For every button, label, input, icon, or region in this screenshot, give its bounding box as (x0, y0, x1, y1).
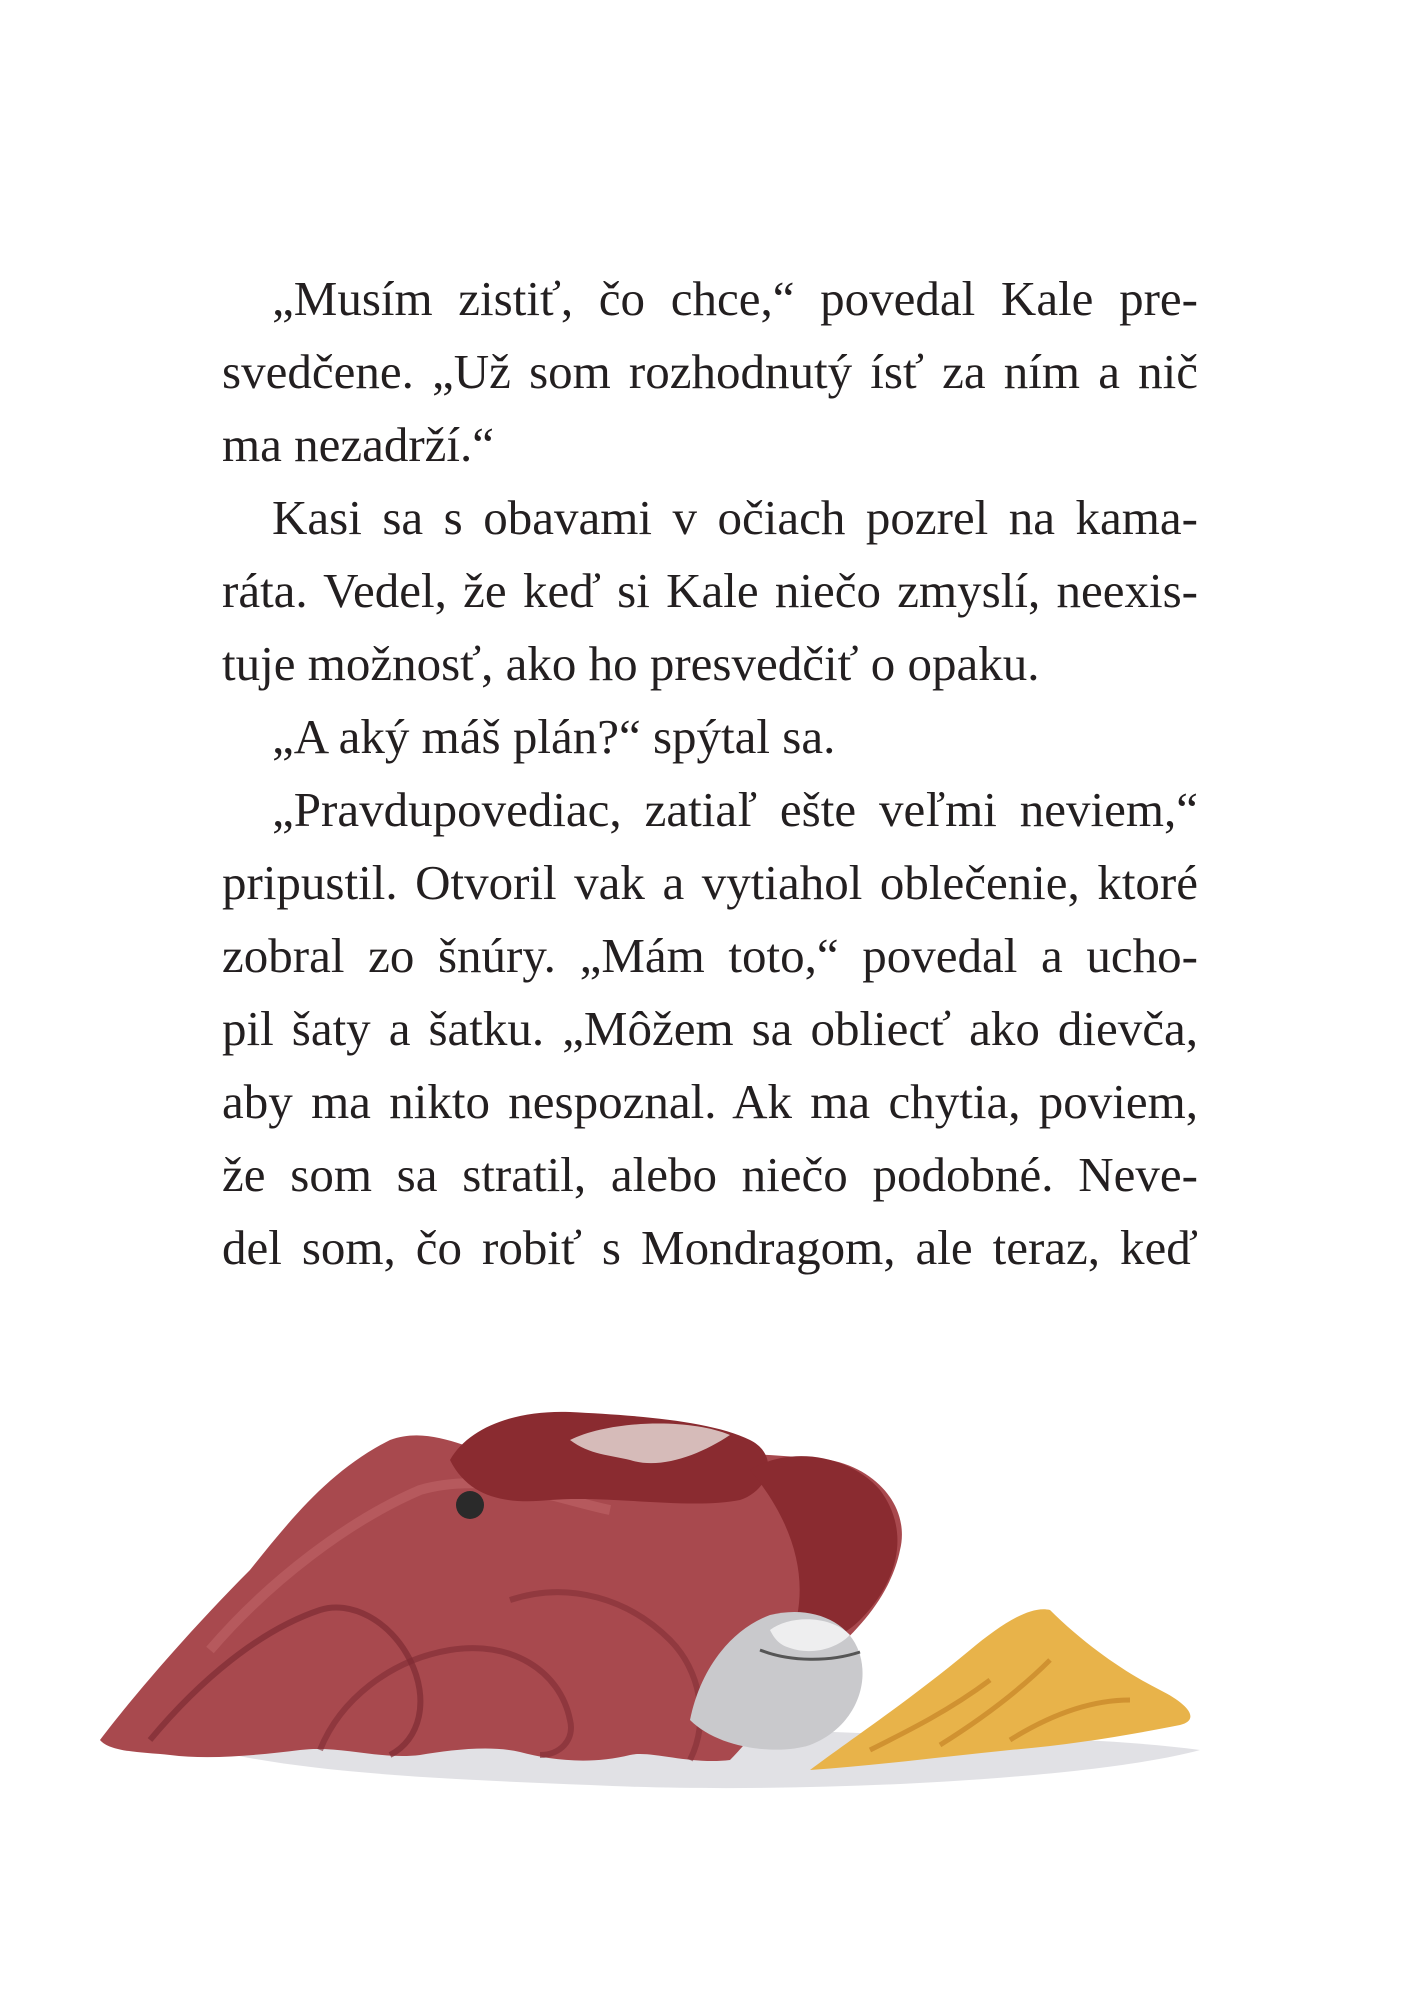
text-line-14: del som, čo robiť s Mondragom, ale teraz, keď (222, 1220, 1198, 1275)
text-line-13: že som sa stratil, alebo niečo podobné. Neve- (222, 1147, 1198, 1202)
sleeve-cuff-left (456, 1491, 484, 1519)
text-line-10: zobral zo šnúry. „Mám toto,“ povedal a ucho- (222, 928, 1198, 983)
text-line-11: pil šaty a šatku. „Môžem sa obliecť ako dievča, (222, 1001, 1198, 1056)
text-line-3: ma nezadrží.“ (222, 417, 495, 472)
text-line-12: aby ma nikto nespoznal. Ak ma chytia, poviem, (222, 1074, 1198, 1129)
clothes-illustration-svg (90, 1400, 1390, 1870)
clothes-illustration (90, 1400, 1390, 1870)
text-line-9: pripustil. Otvoril vak a vytiahol oblečenie, ktoré (222, 855, 1198, 910)
text-line-4: Kasi sa s obavami v očiach pozrel na kama- (272, 490, 1198, 545)
text-line-7: „A aký máš plán?“ spýtal sa. (272, 709, 836, 764)
text-line-5: ráta. Vedel, že keď si Kale niečo zmyslí, neexis- (222, 563, 1198, 618)
text-line-2: svedčene. „Už som rozhodnutý ísť za ním a nič (222, 344, 1198, 399)
text-line-1: „Musím zistiť, čo chce,“ povedal Kale pre- (272, 271, 1198, 326)
dress-sleeve-top (450, 1412, 768, 1504)
text-line-8: „Pravdupovediac, zatiaľ ešte veľmi neviem,“ (272, 782, 1198, 837)
body-text (222, 262, 1198, 1284)
text-line-6: tuje možnosť, ako ho presvedčiť o opaku. (222, 636, 1040, 691)
